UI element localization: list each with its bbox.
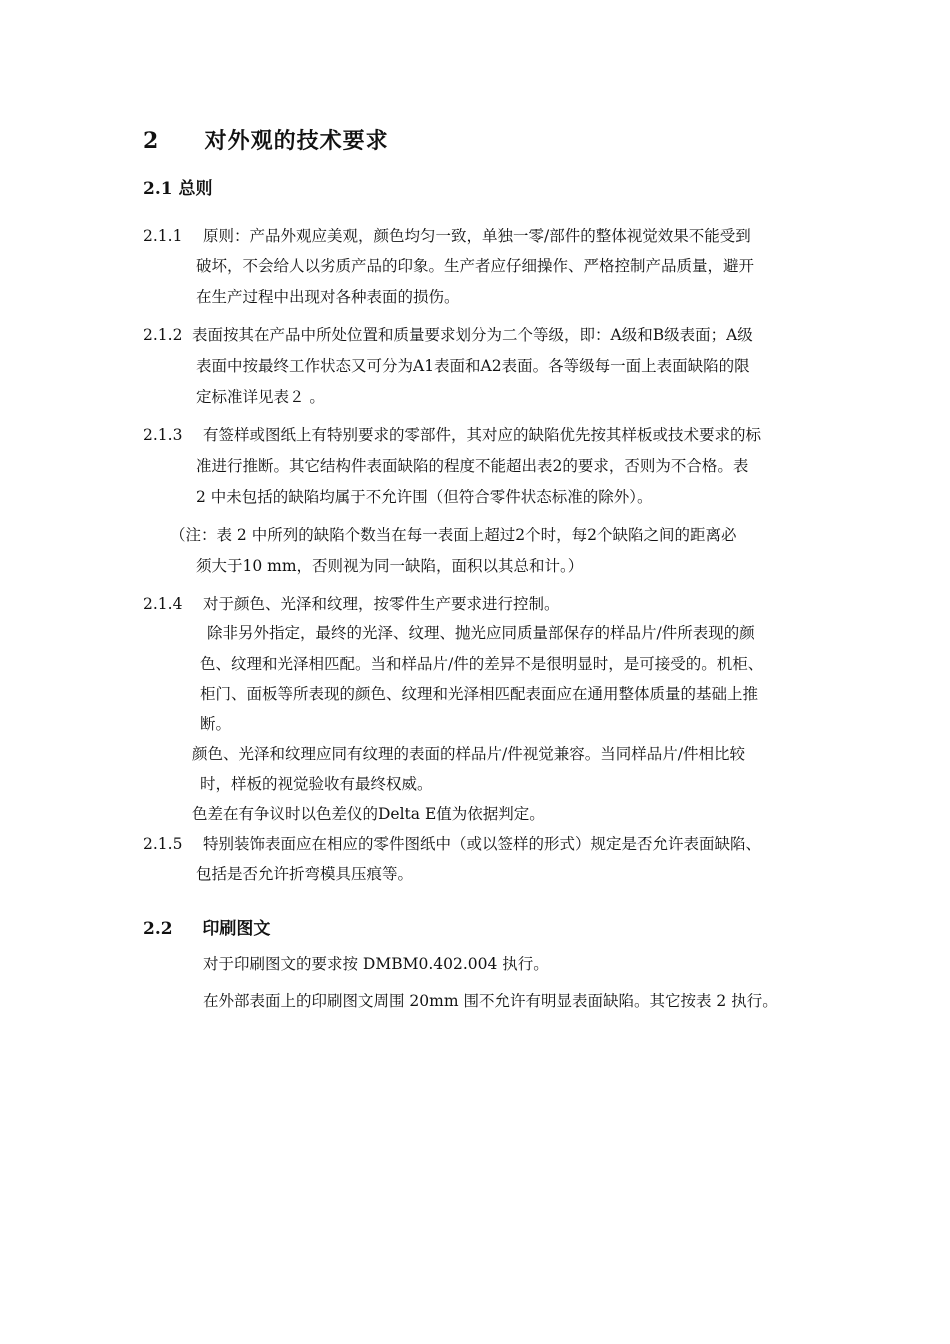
- subsection-heading-2-2: [143, 914, 270, 939]
- paragraph-line: 断。: [200, 715, 232, 733]
- paragraph-line: 表面中按最终工作状态又可分为A1表面和A2表面。各等级每一面上表面缺陷的限: [196, 357, 750, 375]
- paragraph-line: 准进行推断。其它结构件表面缺陷的程度不能超出表2的要求，否则为不合格。表: [196, 457, 749, 475]
- paragraph-line: 包括是否允许折弯模具压痕等。: [196, 865, 414, 883]
- paragraph-line: 特别装饰表面应在相应的零件图纸中（或以签样的形式）规定是否允许表面缺陷、: [203, 835, 762, 853]
- paragraph-line: 破坏，不会给人以劣质产品的印象。生产者应仔细操作、严格控制产品质量，避开: [196, 257, 755, 275]
- section-title: 对外观的技术要求: [204, 128, 389, 154]
- paragraph-line: 颜色、光泽和纹理应同有纹理的表面的样品片/件视觉兼容。当同样品片/件相比较: [192, 745, 745, 763]
- paragraph-line: 2 中未包括的缺陷均属于不允许围（但符合零件状态标准的除外）。: [196, 488, 653, 506]
- item-number-2-1-5: 2.1.5: [143, 835, 183, 853]
- item-number-2-1-2: 2.1.2: [143, 326, 183, 344]
- subsection-title: 印刷图文: [202, 919, 271, 939]
- section-number: 2: [143, 128, 160, 154]
- note-line: （注：表 2 中所列的缺陷个数当在每一表面上超过2个时，每2个缺陷之间的距离必: [170, 526, 737, 544]
- item-number-2-1-4: 2.1.4: [143, 595, 183, 613]
- paragraph-line: 在外部表面上的印刷图文周围 20mm 围不允许有明显表面缺陷。其它按表 2 执行。: [203, 992, 778, 1010]
- subsection-number: 2.2: [143, 919, 173, 939]
- paragraph-line: 表面按其在产品中所处位置和质量要求划分为二个等级，即：A级和B级表面；A级: [192, 326, 753, 344]
- item-number-2-1-3: 2.1.3: [143, 426, 183, 444]
- paragraph-line: 对于印刷图文的要求按 DMBM0.402.004 执行。: [203, 955, 549, 973]
- subsection-heading-2-1: 2.1 总则: [143, 179, 213, 199]
- paragraph-line: 色差在有争议时以色差仪的Delta E值为依据判定。: [192, 805, 545, 823]
- paragraph-line: 有签样或图纸上有特别要求的零部件，其对应的缺陷优先按其样板或技术要求的标: [203, 426, 762, 444]
- paragraph-line: 定标准详见表２ 。: [196, 388, 325, 406]
- paragraph-line: 原则：产品外观应美观，颜色均匀一致，单独一零/部件的整体视觉效果不能受到: [203, 227, 751, 245]
- paragraph-line: 对于颜色、光泽和纹理，按零件生产要求进行控制。: [203, 595, 560, 613]
- paragraph-line: 时，样板的视觉验收有最终权威。: [200, 775, 433, 793]
- paragraph-line: 除非另外指定，最终的光泽、纹理、抛光应同质量部保存的样品片/件所表现的颜: [207, 624, 755, 642]
- item-number-2-1-1: 2.1.1: [143, 227, 183, 245]
- section-heading: [143, 124, 389, 155]
- paragraph-line: 色、纹理和光泽相匹配。当和样品片/件的差异不是很明显时，是可接受的。机柜、: [200, 655, 764, 673]
- paragraph-line: 柜门、面板等所表现的颜色、纹理和光泽相匹配表面应在通用整体质量的基础上推: [200, 685, 759, 703]
- paragraph-line: 在生产过程中出现对各种表面的损伤。: [196, 288, 460, 306]
- note-line: 须大于10 mm，否则视为同一缺陷，面积以其总和计。）: [196, 557, 584, 575]
